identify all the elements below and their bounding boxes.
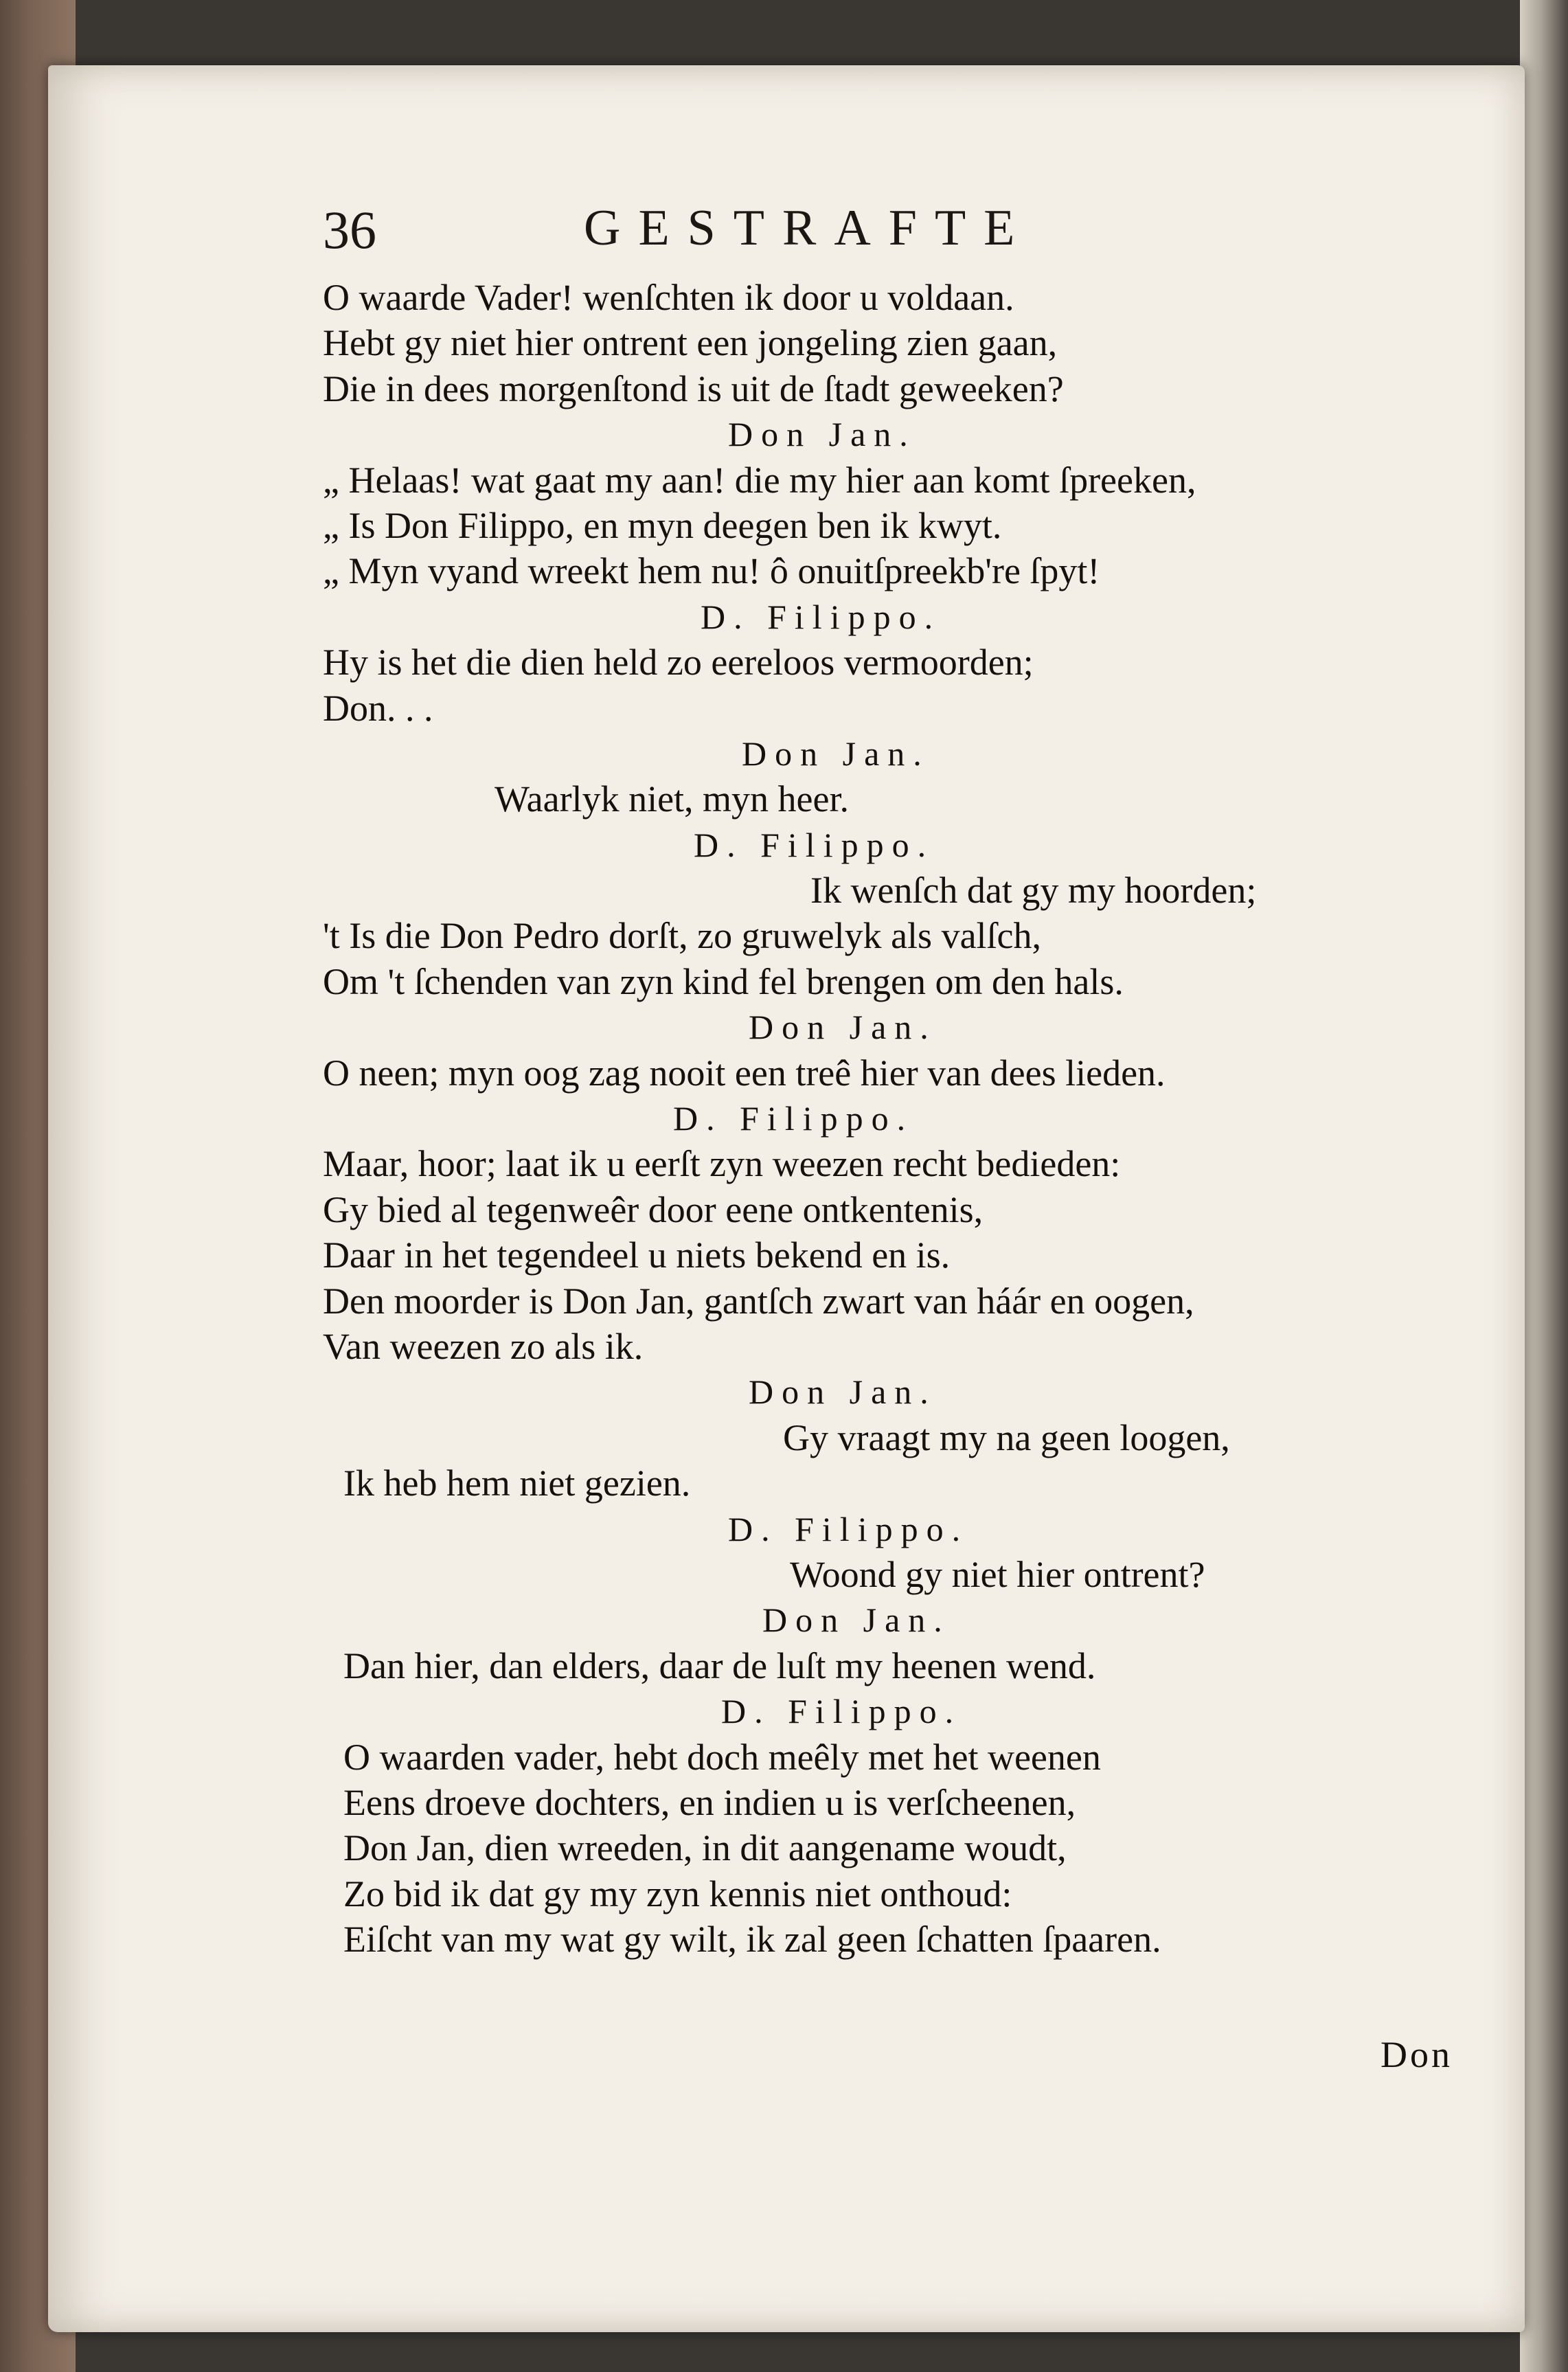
verse-line: Don. . . — [323, 687, 433, 729]
speaker-name: Don Jan. — [749, 1373, 937, 1412]
verse-line: Om 't ſchenden van zyn kind fel brengen om den hals. — [323, 960, 1124, 1002]
verse-line: „ Helaas! wat gaat my aan! die my hier aan komt ſpreeken, — [323, 459, 1196, 501]
running-head: GESTRAFTE — [584, 200, 1033, 256]
verse-line: Dan hier, dan elders, daar de luſt my heenen wend. — [343, 1645, 1096, 1686]
verse-line: Woond gy niet hier ontrent? — [790, 1553, 1205, 1595]
catchword: Don — [1380, 2034, 1453, 2075]
verse-line: Hy is het die dien held zo eereloos vermoorden; — [323, 642, 1034, 684]
verse-line: Ik heb hem niet gezien. — [343, 1462, 691, 1504]
speaker-name: D. Filippo. — [673, 1099, 914, 1138]
speaker-name: Don Jan. — [749, 1008, 937, 1047]
verse-line: Eens droeve dochters, en indien u is verſcheenen, — [343, 1781, 1076, 1823]
verse-line: Eiſcht van my wat gy wilt, ik zal geen ſchatten ſpaaren. — [343, 1919, 1161, 1961]
speaker-name: D. Filippo. — [728, 1509, 969, 1548]
speaker-name: Don Jan. — [762, 1601, 951, 1640]
verse-line: Hebt gy niet hier ontrent een jongeling zien gaan, — [323, 322, 1058, 364]
verse-line: Gy vraagt my na geen loogen, — [783, 1416, 1230, 1458]
page-number: 36 — [323, 200, 376, 260]
verse-line: Den moorder is Don Jan, gantſch zwart van háár en oogen, — [323, 1280, 1194, 1322]
book-edge-right — [1520, 0, 1568, 2372]
verse-line: Ik wenſch dat gy my hoorden; — [810, 870, 1257, 912]
verse-line: „ Myn vyand wreekt hem nu! ô onuitſpreekb're ſpyt! — [323, 550, 1100, 592]
verse-line: Waarlyk niet, myn heer. — [495, 778, 849, 820]
speaker-name: D. Filippo. — [694, 825, 935, 864]
speaker-name: Don Jan. — [728, 415, 916, 454]
text-block — [323, 275, 1490, 1962]
verse-line: Die in dees morgenſtond is uit de ſtadt geweeken? — [323, 368, 1064, 409]
verse-line: O waarde Vader! wenſchten ik door u voldaan. — [323, 277, 1014, 318]
verse-line: O waarden vader, hebt doch meêly met het weenen — [343, 1736, 1101, 1778]
verse-line: Maar, hoor; laat ik u eerſt zyn weezen recht bedieden: — [323, 1143, 1121, 1185]
verse-line: Don Jan, dien wreeden, in dit aangename woudt, — [343, 1827, 1067, 1869]
speaker-name: D. Filippo. — [701, 597, 942, 636]
speaker-name: Don Jan. — [742, 734, 930, 773]
verse-line: Van weezen zo als ik. — [323, 1325, 644, 1367]
verse-line: Gy bied al tegenweêr door eene ontkentenis, — [323, 1188, 984, 1230]
verse-line: O neen; myn oog zag nooit een treê hier van dees lieden. — [323, 1052, 1166, 1094]
verse-line: Daar in het tegendeel u niets bekend en is. — [323, 1234, 951, 1276]
verse-line: Zo bid ik dat gy my zyn kennis niet onthoud: — [343, 1873, 1012, 1914]
page-header — [323, 199, 1174, 282]
speaker-name: D. Filippo. — [721, 1692, 962, 1731]
verse-line: „ Is Don Filippo, en myn deegen ben ik kwyt. — [323, 504, 1002, 546]
verse-line: 't Is die Don Pedro dorſt, zo gruwelyk als valſch, — [323, 915, 1042, 957]
